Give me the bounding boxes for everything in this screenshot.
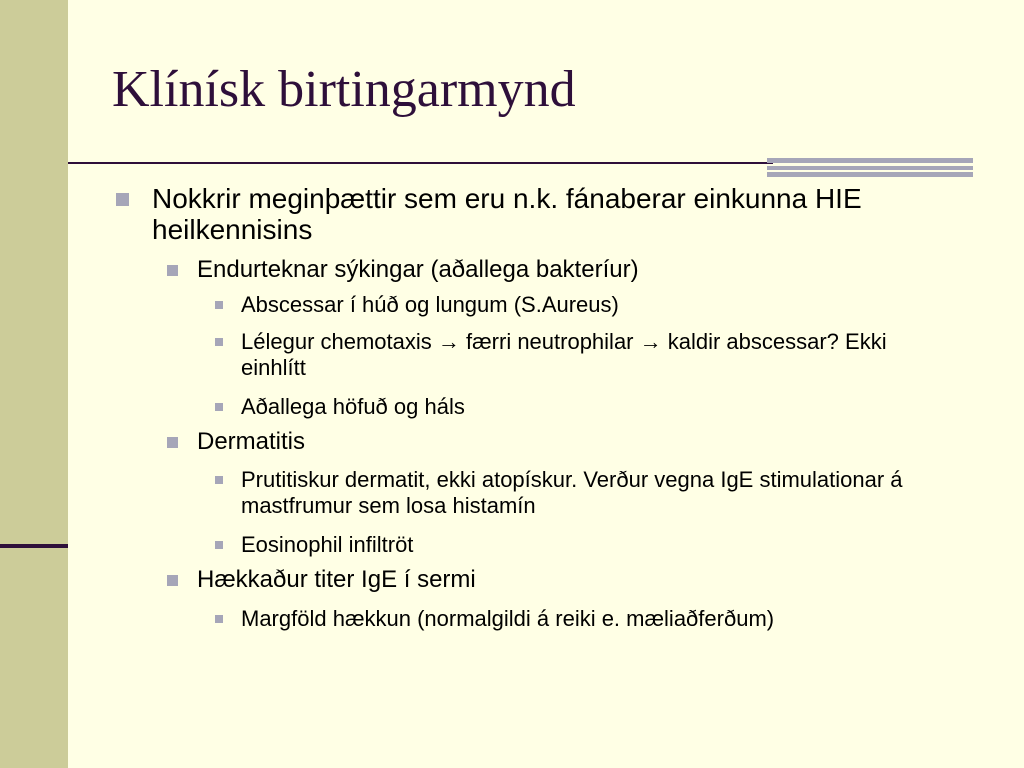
bullet-level-3 — [241, 292, 941, 318]
square-bullet-icon — [215, 403, 223, 411]
bullet-level-3 — [241, 467, 941, 519]
square-bullet-icon — [215, 338, 223, 346]
bullet-text: Lélegur chemotaxis → færri neutrophilar → kaldir abscessar? Ekki einhlítt — [241, 329, 887, 380]
bullet-text: Margföld hækkun (normalgildi á reiki e. mæliaðferðum) — [241, 606, 775, 631]
square-bullet-icon — [167, 265, 178, 276]
bullet-text: Nokkrir meginþættir sem eru n.k. fánaberar einkunna HIE heilkennisins — [152, 183, 862, 245]
bullet-level-1 — [152, 183, 972, 245]
bullet-text: Aðallega höfuð og háls — [241, 394, 465, 419]
bullet-text: Endurteknar sýkingar (aðallega bakteríur) — [197, 256, 639, 283]
square-bullet-icon — [167, 437, 178, 448]
square-bullet-icon — [116, 193, 129, 206]
bullet-text: Hækkaður titer IgE í sermi — [197, 566, 476, 593]
bullet-text: Eosinophil infiltröt — [241, 532, 414, 557]
square-bullet-icon — [215, 541, 223, 549]
square-bullet-icon — [215, 301, 223, 309]
square-bullet-icon — [167, 575, 178, 586]
bullet-level-2 — [197, 256, 967, 284]
bullet-level-2 — [197, 428, 967, 456]
bullet-text: Dermatitis — [197, 428, 306, 455]
bullet-level-3 — [241, 606, 941, 632]
bullet-level-3 — [241, 329, 941, 381]
bullet-text: Abscessar í húð og lungum (S.Aureus) — [241, 292, 619, 317]
square-bullet-icon — [215, 615, 223, 623]
bullet-level-3 — [241, 532, 941, 558]
bullet-level-2 — [197, 566, 967, 594]
square-bullet-icon — [215, 476, 223, 484]
slide-title: Klínísk birtingarmynd — [112, 61, 576, 118]
bullet-text: Prutitiskur dermatit, ekki atopískur. Verður vegna IgE stimulationar á mastfrumur sem losa histamín — [241, 467, 903, 518]
bullet-level-3 — [241, 394, 941, 420]
